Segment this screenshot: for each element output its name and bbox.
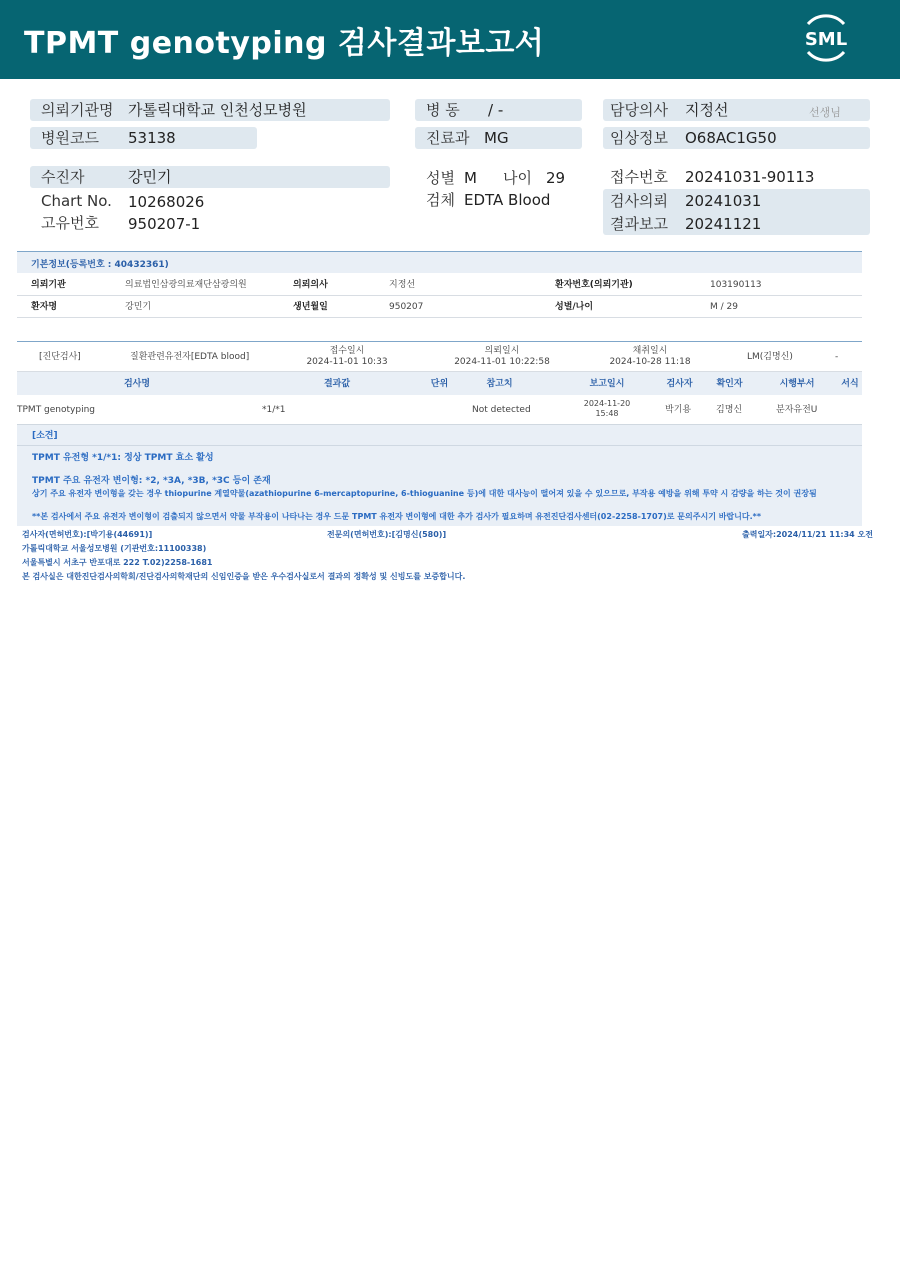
basic-value: 강민기 bbox=[125, 302, 152, 312]
remarks-line: 상기 주요 유전자 변이형을 갖는 경우 thiopurine 계열약물(azathiopurine 6-mercaptopurine, 6-thioguanine 등)에 대한 대사능이 떨어져 있을 수 있으므로, 부작용 예방을 위해 투약 시 감량을 하는 것이 권장됨 bbox=[32, 489, 817, 498]
hospital-code-label: 병원코드 bbox=[41, 129, 99, 147]
footer-lab-name: 가톨릭대학교 서울성모병원 (기관번호:11100338) bbox=[22, 544, 207, 553]
request-datetime: 2024-11-01 10:22:58 bbox=[454, 357, 550, 367]
basic-info-heading: 기본정보(등록번호 : 40432361) bbox=[31, 260, 169, 270]
collection-datetime: 2024-10-28 11:18 bbox=[609, 357, 691, 367]
result-confirmer: 김명신 bbox=[716, 405, 743, 415]
institution-label: 의뢰기관명 bbox=[41, 101, 114, 119]
clinical-value: O68AC1G50 bbox=[685, 129, 777, 147]
footer-specialist: 전문의(면허번호):[김명신(580)] bbox=[327, 530, 447, 539]
basic-key: 생년월일 bbox=[293, 302, 328, 312]
remarks-heading: [소견] bbox=[32, 431, 58, 441]
result-report-time: 15:48 bbox=[595, 409, 619, 418]
col-header: 확인자 bbox=[716, 379, 743, 389]
basic-key: 환자명 bbox=[31, 302, 58, 312]
col-header: 단위 bbox=[430, 379, 449, 389]
result-tester: 박기용 bbox=[665, 405, 692, 415]
result-test-name: TPMT genotyping bbox=[17, 405, 95, 415]
report-date-value: 20241121 bbox=[685, 215, 762, 233]
basic-value: 의료법인삼광의료재단삼광의원 bbox=[125, 280, 247, 290]
chart-label: Chart No. bbox=[41, 192, 112, 210]
result-reference: Not detected bbox=[472, 405, 531, 415]
chart-value: 10268026 bbox=[128, 193, 205, 211]
col-header: 검사자 bbox=[666, 379, 693, 389]
receipt-label: 접수번호 bbox=[610, 168, 668, 186]
footer-tester: 검사자(면허번호):[박기용(44691)] bbox=[22, 530, 153, 539]
test-info-dash: - bbox=[835, 352, 839, 362]
footer-certification: 본 검사실은 대한진단검사의학회/진단검사의학재단의 신임인증을 받은 우수검사실로서 결과의 정확성 및 신빙도를 보증합니다. bbox=[22, 572, 466, 581]
col-header: 검사명 bbox=[123, 379, 151, 389]
unique-label: 고유번호 bbox=[41, 214, 99, 232]
result-value: *1/*1 bbox=[262, 405, 286, 415]
dept-value: MG bbox=[484, 129, 509, 147]
patient-label: 수진자 bbox=[41, 168, 85, 186]
hospital-code-value: 53138 bbox=[128, 129, 176, 147]
footer-printed: 출력일자:2024/11/21 11:34 오전 bbox=[742, 530, 873, 539]
sex-label: 성별 bbox=[426, 169, 455, 187]
receipt-datetime: 2024-11-01 10:33 bbox=[306, 357, 388, 367]
col-header: 참고치 bbox=[486, 379, 513, 389]
report-title: TPMT genotyping 검사결과보고서 bbox=[24, 26, 545, 61]
age-value: 29 bbox=[546, 169, 566, 187]
basic-value: 지정선 bbox=[389, 280, 416, 290]
ward-value: / - bbox=[488, 101, 504, 119]
receipt-datetime-label: 접수일시 bbox=[329, 346, 365, 356]
doctor-label: 담당의사 bbox=[610, 101, 668, 119]
col-header: 서식 bbox=[841, 379, 859, 389]
test-subcategory: 질환관련유전자[EDTA blood] bbox=[130, 352, 250, 362]
basic-info-header bbox=[17, 251, 862, 273]
request-datetime-label: 의뢰일시 bbox=[484, 346, 520, 356]
sex-value: M bbox=[464, 169, 477, 187]
basic-value: M / 29 bbox=[710, 302, 738, 312]
basic-key: 성별/나이 bbox=[555, 302, 594, 312]
sml-logo bbox=[796, 10, 856, 66]
ward-label: 병 동 bbox=[426, 101, 460, 119]
basic-key: 환자번호(의뢰기관) bbox=[555, 280, 633, 290]
unique-value: 950207-1 bbox=[128, 215, 201, 233]
specimen-label: 검체 bbox=[426, 191, 455, 209]
doctor-suffix: 선생님 bbox=[809, 106, 841, 119]
collection-datetime-label: 채취일시 bbox=[632, 346, 668, 356]
institution-value: 가톨릭대학교 인천성모병원 bbox=[128, 101, 307, 119]
result-table-header bbox=[17, 372, 862, 395]
basic-key: 의뢰의사 bbox=[293, 280, 328, 290]
col-header: 보고일시 bbox=[589, 379, 625, 389]
result-row bbox=[17, 395, 862, 424]
test-info-row bbox=[17, 341, 862, 372]
basic-info-row bbox=[17, 296, 862, 318]
request-date-label: 검사의뢰 bbox=[610, 192, 668, 210]
dept-label: 진료과 bbox=[426, 129, 470, 147]
clinical-label: 임상정보 bbox=[610, 129, 668, 147]
patient-value: 강민기 bbox=[128, 168, 172, 186]
remarks-line: **본 검사에서 주요 유전자 변이형이 검출되지 않으면서 약물 부작용이 나타나는 경우 드문 TPMT 유전자 변이형에 대한 추가 검사가 필요하며 유전진단검사센터(02-2258-1707)로 문의주시기 바랍니다.** bbox=[32, 512, 762, 521]
basic-value: 950207 bbox=[389, 302, 424, 312]
result-report-date: 2024-11-20 bbox=[583, 399, 631, 408]
lm-person: LM(김명신) bbox=[747, 352, 793, 362]
specimen-value: EDTA Blood bbox=[464, 191, 551, 209]
test-category: [진단검사] bbox=[39, 352, 81, 362]
age-label: 나이 bbox=[503, 169, 532, 187]
remarks-line: TPMT 유전형 *1/*1: 정상 TPMT 효소 활성 bbox=[32, 453, 214, 463]
result-department: 분자유전U bbox=[776, 405, 818, 415]
request-date-value: 20241031 bbox=[685, 192, 762, 210]
report-header bbox=[0, 0, 900, 79]
basic-info-row bbox=[17, 273, 862, 296]
doctor-value: 지정선 bbox=[685, 101, 729, 119]
report-date-label: 결과보고 bbox=[610, 215, 668, 233]
col-header: 결과값 bbox=[323, 379, 351, 389]
remarks-line: TPMT 주요 유전자 변이형: *2, *3A, *3B, *3C 등이 존재 bbox=[32, 476, 271, 486]
receipt-value: 20241031-90113 bbox=[685, 168, 815, 186]
basic-value: 103190113 bbox=[710, 280, 762, 290]
basic-key: 의뢰기관 bbox=[31, 280, 66, 290]
footer-address: 서울특별시 서초구 반포대로 222 T.02)2258-1681 bbox=[22, 558, 213, 567]
col-header: 시행부서 bbox=[779, 379, 815, 389]
logo-text: SML bbox=[804, 29, 848, 50]
remarks-divider bbox=[17, 445, 862, 446]
